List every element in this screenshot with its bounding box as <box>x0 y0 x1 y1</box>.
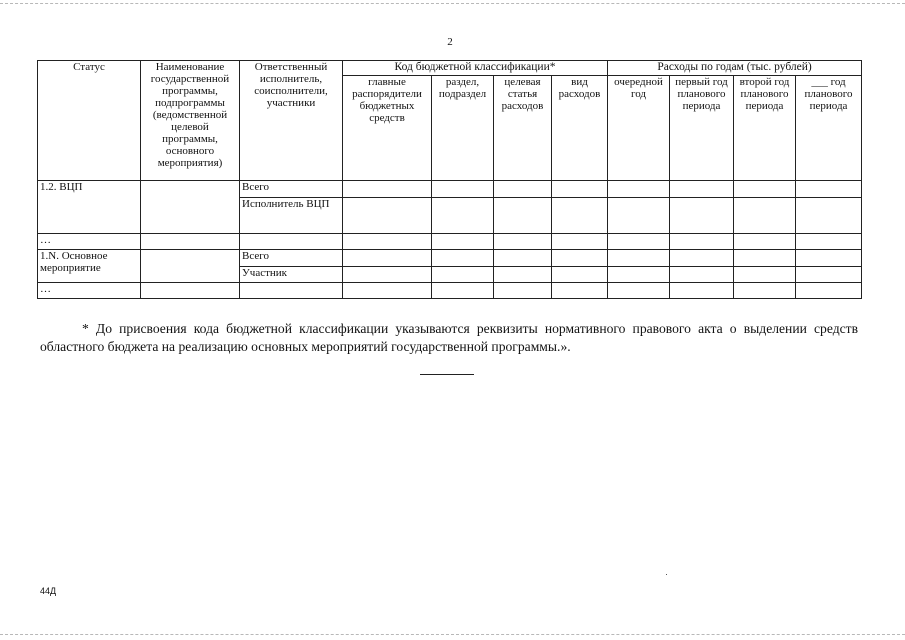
table-row <box>38 283 862 299</box>
cell-empty <box>141 250 240 283</box>
header-first-plan-year: первый год планового периода <box>670 76 734 181</box>
row-status-vcp: 1.2. ВЦП <box>38 181 141 234</box>
header-second-plan-year: второй год планового периода <box>734 76 796 181</box>
cell-empty <box>608 267 670 283</box>
cell-empty <box>494 234 552 250</box>
cell-empty <box>141 283 240 299</box>
footnote: * До присвоения кода бюджетной классификации указываются реквизиты нормативного правового акта о выделении средств областного бюджета на реализацию основных мероприятий государственной программы.». <box>40 320 858 354</box>
row-ellipsis: … <box>38 234 141 250</box>
row-ellipsis: … <box>38 283 141 299</box>
cell-empty <box>343 283 432 299</box>
cell-empty <box>552 250 608 267</box>
cell-empty <box>796 267 862 283</box>
row-main-participant: Участник <box>240 267 343 283</box>
cell-empty <box>494 198 552 234</box>
row-vcp-total: Всего <box>240 181 343 198</box>
cell-empty <box>240 283 343 299</box>
header-chief-managers: главные распорядители бюджетных средств <box>343 76 432 181</box>
cell-empty <box>670 181 734 198</box>
header-budget-code: Код бюджетной классификации* <box>343 61 608 76</box>
table-row <box>38 250 862 267</box>
cell-empty <box>432 267 494 283</box>
cell-empty <box>608 198 670 234</box>
cell-empty <box>343 198 432 234</box>
cell-empty <box>608 181 670 198</box>
cell-empty <box>734 198 796 234</box>
cell-empty <box>343 234 432 250</box>
cell-empty <box>494 283 552 299</box>
cell-empty <box>734 234 796 250</box>
table-row <box>38 181 862 198</box>
cell-empty <box>796 250 862 267</box>
row-vcp-executor: Исполнитель ВЦП <box>240 198 343 234</box>
cell-empty <box>796 198 862 234</box>
budget-table <box>37 60 862 299</box>
cell-empty <box>141 234 240 250</box>
cell-empty <box>494 250 552 267</box>
header-expenses: Расходы по годам (тыс. рублей) <box>608 61 862 76</box>
cell-empty <box>552 234 608 250</box>
header-responsible: Ответственный исполнитель, соисполнители, участники <box>240 61 343 181</box>
cell-empty <box>494 181 552 198</box>
cell-empty <box>796 181 862 198</box>
cell-empty <box>734 250 796 267</box>
scan-speck <box>666 574 667 575</box>
header-section: раздел, подраздел <box>432 76 494 181</box>
header-other-plan-year: ___ год планового периода <box>796 76 862 181</box>
cell-empty <box>552 283 608 299</box>
cell-empty <box>552 198 608 234</box>
cell-empty <box>432 198 494 234</box>
cell-empty <box>432 250 494 267</box>
cell-empty <box>796 283 862 299</box>
header-current-year: очередной год <box>608 76 670 181</box>
page-number: 2 <box>447 36 453 48</box>
cell-empty <box>552 181 608 198</box>
cell-empty <box>141 181 240 234</box>
cell-empty <box>734 267 796 283</box>
cell-empty <box>670 283 734 299</box>
cell-empty <box>734 283 796 299</box>
cell-empty <box>494 267 552 283</box>
cell-empty <box>608 234 670 250</box>
scan-edge-top <box>0 3 905 4</box>
cell-empty <box>608 250 670 267</box>
cell-empty <box>343 250 432 267</box>
cell-empty <box>240 234 343 250</box>
cell-empty <box>670 267 734 283</box>
cell-empty <box>796 234 862 250</box>
header-row-top <box>38 61 862 76</box>
row-status-main-activity: 1.N. Основное мероприятие <box>38 250 141 283</box>
scan-edge-bottom <box>0 634 905 635</box>
cell-empty <box>608 283 670 299</box>
end-rule <box>420 374 474 375</box>
row-main-total: Всего <box>240 250 343 267</box>
cell-empty <box>670 250 734 267</box>
cell-empty <box>432 234 494 250</box>
cell-empty <box>432 283 494 299</box>
header-program-name: Наименование государственной программы, подпрограммы (ведомственной целевой программы, основного мероприятия) <box>141 61 240 181</box>
cell-empty <box>343 181 432 198</box>
header-expense-type: вид расходов <box>552 76 608 181</box>
table-row <box>38 234 862 250</box>
document-code: 44Д <box>40 586 57 596</box>
cell-empty <box>670 234 734 250</box>
cell-empty <box>670 198 734 234</box>
cell-empty <box>343 267 432 283</box>
cell-empty <box>552 267 608 283</box>
cell-empty <box>432 181 494 198</box>
cell-empty <box>734 181 796 198</box>
header-status: Статус <box>38 61 141 181</box>
header-target-item: целевая статья расходов <box>494 76 552 181</box>
